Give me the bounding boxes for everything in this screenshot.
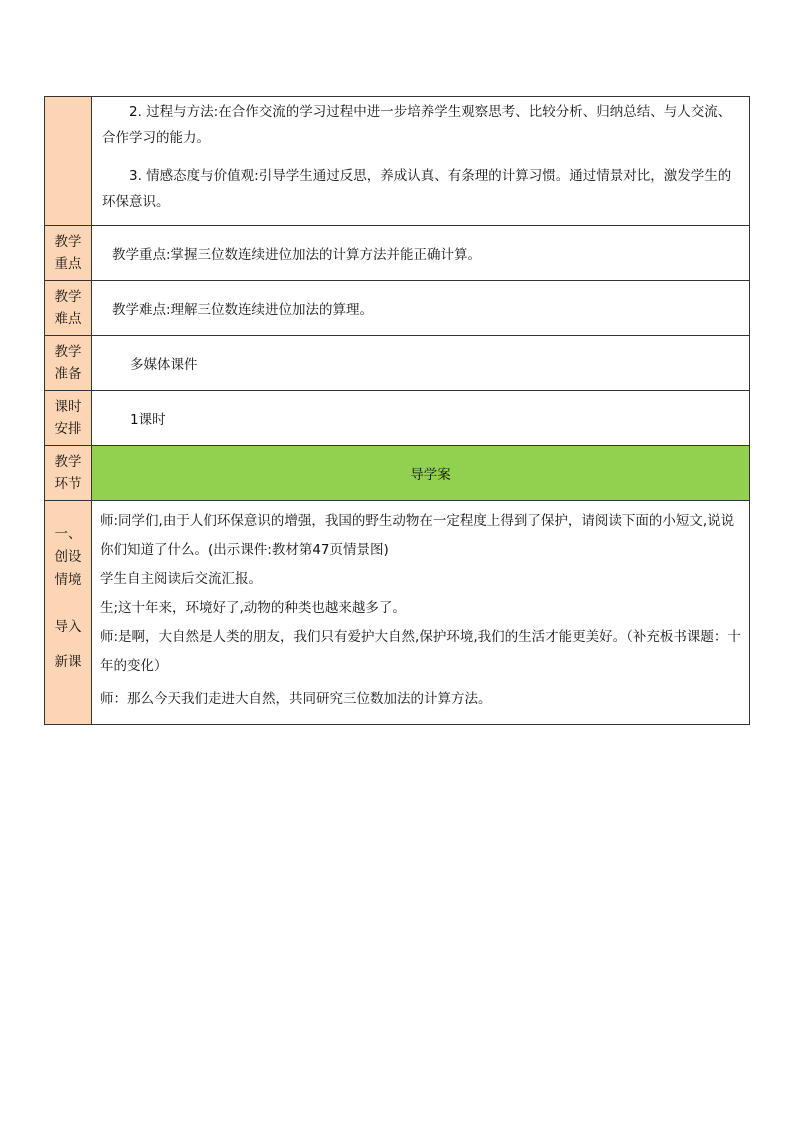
teacher-summary: 师:是啊，大自然是人类的朋友，我们只有爱护大自然,保护环境,我们的生活才能更美好。（补充板书课题：十年的变化）	[100, 629, 741, 674]
teacher-opening: 师:同学们,由于人们环保意识的增强，我国的野生动物在一定程度上得到了保护，请阅读下面的小短文,说说你们知道了什么。(出示课件:教材第47页情景图)	[100, 513, 735, 558]
key-point-content: 教学重点:掌握三位数连续进位加法的计算方法并能正确计算。	[92, 226, 750, 281]
guided-learning-header: 导学案	[92, 446, 750, 501]
objectives-label-cell	[45, 97, 92, 226]
difficulty-label: 教学 难点	[45, 281, 92, 336]
schedule-content: 1课时	[92, 391, 750, 446]
preparation-label: 教学 准备	[45, 336, 92, 391]
intro-content	[92, 501, 750, 725]
stage-header-row	[45, 446, 750, 501]
schedule-label: 课时 安排	[45, 391, 92, 446]
intro-label: 一、 创设 情境 导入 新课	[45, 501, 92, 725]
objectives-content	[92, 97, 750, 226]
stage-label: 教学 环节	[45, 446, 92, 501]
intro-row	[45, 501, 750, 725]
student-reading: 学生自主阅读后交流汇报。	[100, 571, 262, 587]
student-answer: 生;这十年来，环境好了,动物的种类也越来越多了。	[100, 600, 406, 616]
teacher-transition: 师：那么今天我们走进大自然，共同研究三位数加法的计算方法。	[100, 691, 492, 707]
key-point-row	[45, 226, 750, 281]
difficulty-content: 教学难点:理解三位数连续进位加法的算理。	[92, 281, 750, 336]
schedule-row	[45, 391, 750, 446]
preparation-content: 多媒体课件	[92, 336, 750, 391]
key-point-label: 教学 重点	[45, 226, 92, 281]
lesson-plan-table	[44, 96, 750, 725]
objectives-row	[45, 97, 750, 226]
lesson-plan-page	[44, 96, 750, 725]
difficulty-row	[45, 281, 750, 336]
objective-emotion-values: 3. 情感态度与价值观:引导学生通过反思，养成认真、有条理的计算习惯。通过情景对比，激发学生的环保意识。	[102, 168, 732, 210]
preparation-row	[45, 336, 750, 391]
objective-process-method: 2. 过程与方法:在合作交流的学习过程中进一步培养学生观察思考、比较分析、归纳总结、与人交流、合作学习的能力。	[102, 104, 732, 146]
